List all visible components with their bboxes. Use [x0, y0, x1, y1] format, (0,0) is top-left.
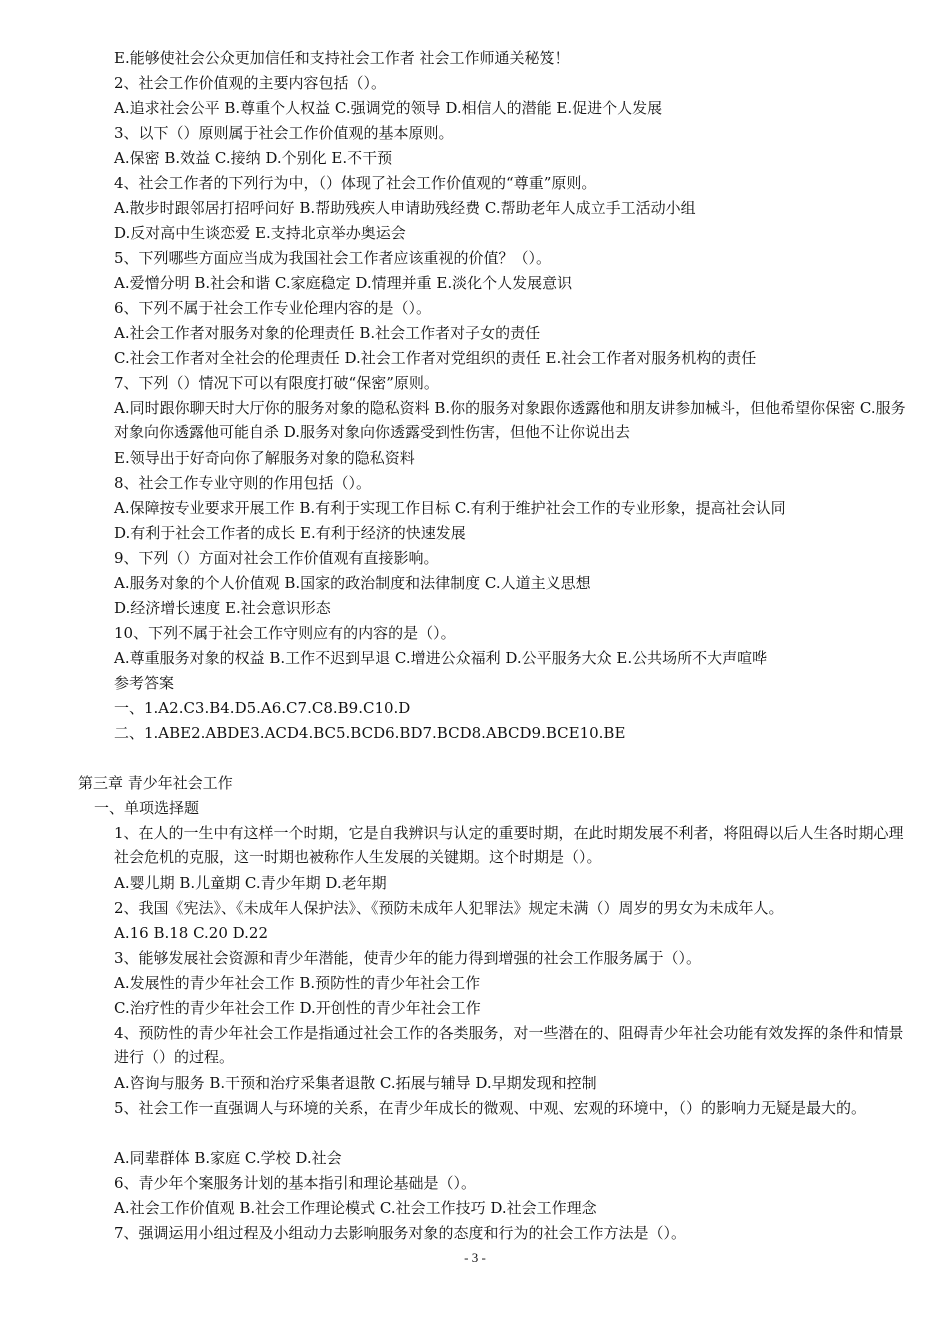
question-line: 7、下列（）情况下可以有限度打破“保密”原则。	[114, 374, 439, 392]
question-line: 4、预防性的青少年社会工作是指通过社会工作的各类服务，对一些潜在的、阻碍青少年社会功能有效发挥的条件和情景进行（）的过程。	[114, 1024, 904, 1066]
section-title: 一、单项选择题	[94, 799, 200, 817]
question-line: 1、在人的一生中有这样一个时期，它是自我辨识与认定的重要时期，在此时期发展不利者，将阻碍以后人生各时期心理社会危机的克服，这一时期也被称作人生发展的关键期。这个时期是（）。	[114, 824, 904, 866]
option-line: A.同辈群体 B.家庭 C.学校 D.社会	[114, 1149, 342, 1167]
option-line: A.保障按专业要求开展工作 B.有利于实现工作目标 C.有利于维护社会工作的专业形象，提高社会认同	[114, 499, 786, 517]
option-line: A.保密 B.效益 C.接纳 D.个别化 E.不干预	[114, 149, 393, 167]
option-line: A.16 B.18 C.20 D.22	[114, 924, 269, 942]
option-line: A.追求社会公平 B.尊重个人权益 C.强调党的领导 D.相信人的潜能 E.促进个人发展	[114, 99, 663, 117]
option-line: A.散步时跟邻居打招呼问好 B.帮助残疾人申请助残经费 C.帮助老年人成立手工活动小组	[114, 199, 696, 217]
chapter-title: 第三章 青少年社会工作	[78, 774, 233, 792]
question-line: 2、我国《宪法》、《未成年人保护法》、《预防未成年人犯罪法》规定未满（）周岁的男女为未成年人。	[114, 899, 784, 917]
option-line: A.服务对象的个人价值观 B.国家的政治制度和法律制度 C.人道主义思想	[114, 574, 591, 592]
option-line: A.社会工作者对服务对象的伦理责任 B.社会工作者对子女的责任	[114, 324, 541, 342]
question-line: 7、强调运用小组过程及小组动力去影响服务对象的态度和行为的社会工作方法是（）。	[114, 1224, 687, 1242]
question-line: 4、社会工作者的下列行为中，（）体现了社会工作价值观的“尊重”原则。	[114, 174, 597, 192]
option-line: D.经济增长速度 E.社会意识形态	[114, 599, 331, 617]
option-line: D.反对高中生谈恋爱 E.支持北京举办奥运会	[114, 224, 406, 242]
answer-heading: 参考答案	[114, 674, 175, 692]
option-line: A.尊重服务对象的权益 B.工作不迟到早退 C.增进公众福利 D.公平服务大众 E.公共场所不大声喧哗	[114, 649, 768, 667]
question-line: 9、下列（）方面对社会工作价值观有直接影响。	[114, 549, 439, 567]
option-line: A.婴儿期 B.儿童期 C.青少年期 D.老年期	[114, 874, 387, 892]
question-line: 3、以下（）原则属于社会工作价值观的基本原则。	[114, 124, 454, 142]
option-line: C.社会工作者对全社会的伦理责任 D.社会工作者对党组织的责任 E.社会工作者对服务机构的责任	[114, 349, 757, 367]
option-line: A.发展性的青少年社会工作 B.预防性的青少年社会工作	[114, 974, 481, 992]
answer-line: 一、1.A2.C3.B4.D5.A6.C7.C8.B9.C10.D	[114, 699, 411, 717]
option-line: A.咨询与服务 B.干预和治疗采集者退散 C.拓展与辅导 D.早期发现和控制	[114, 1074, 597, 1092]
option-line: C.治疗性的青少年社会工作 D.开创性的青少年社会工作	[114, 999, 481, 1017]
option-line: E.领导出于好奇向你了解服务对象的隐私资料	[114, 449, 415, 467]
answer-line: 二、1.ABE2.ABDE3.ACD4.BC5.BCD6.BD7.BCD8.ABCD9.BCE10.BE	[114, 724, 626, 742]
question-line: 10、下列不属于社会工作守则应有的内容的是（）。	[114, 624, 456, 642]
option-line: E.能够使社会公众更加信任和支持社会工作者 社会工作师通关秘笈！	[114, 49, 570, 67]
option-line: A.社会工作价值观 B.社会工作理论模式 C.社会工作技巧 D.社会工作理念	[114, 1199, 597, 1217]
question-line: 6、下列不属于社会工作专业伦理内容的是（）。	[114, 299, 432, 317]
question-line: 8、社会工作专业守则的作用包括（）。	[114, 474, 372, 492]
question-line: 3、能够发展社会资源和青少年潜能，使青少年的能力得到增强的社会工作服务属于（）。	[114, 949, 702, 967]
option-line: A.同时跟你聊天时大厅你的服务对象的隐私资料 B.你的服务对象跟你透露他和朋友讲参加械斗，但他希望你保密 C.服务对象向你透露他可能自杀 D.服务对象向你透露受到性伤害，但他不让你说出去	[114, 399, 906, 441]
option-line: D.有利于社会工作者的成长 E.有利于经济的快速发展	[114, 524, 466, 542]
question-line: 5、社会工作一直强调人与环境的关系，在青少年成长的微观、中观、宏观的环境中，（）的影响力无疑是最大的。	[114, 1099, 867, 1117]
question-line: 6、青少年个案服务计划的基本指引和理论基础是（）。	[114, 1174, 477, 1192]
page-number: - 3 -	[464, 1250, 486, 1265]
question-line: 5、下列哪些方面应当成为我国社会工作者应该重视的价值？（）。	[114, 249, 552, 267]
question-line: 2、社会工作价值观的主要内容包括（）。	[114, 74, 387, 92]
option-line: A.爱憎分明 B.社会和谐 C.家庭稳定 D.情理并重 E.淡化个人发展意识	[114, 274, 573, 292]
